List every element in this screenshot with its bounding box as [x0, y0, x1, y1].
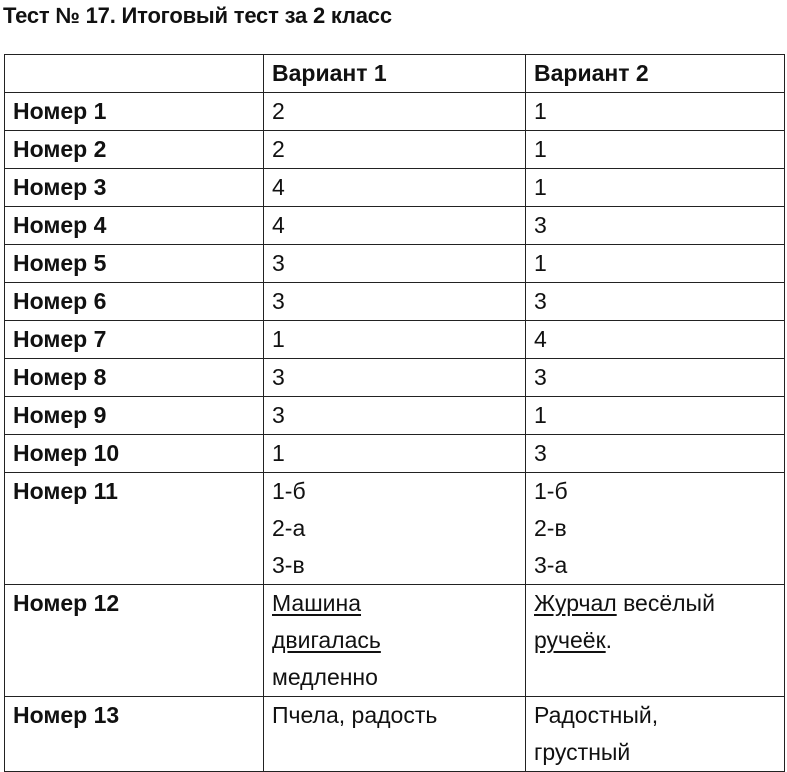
- punctuation: .: [605, 627, 613, 653]
- variant-2-answer: 3: [526, 207, 785, 245]
- variant-1-answer: 3: [264, 245, 526, 283]
- table-row-13: [5, 697, 785, 772]
- row-label: Номер 5: [5, 245, 264, 283]
- answers-table: [4, 54, 785, 772]
- row-label: Номер 7: [5, 321, 264, 359]
- row-label: Номер 9: [5, 397, 264, 435]
- header-variant-2: Вариант 2: [526, 55, 785, 93]
- variant-2-answer: 3: [526, 435, 785, 473]
- variant-2-answer: 3: [526, 283, 785, 321]
- table-row: [5, 169, 785, 207]
- table-row: [5, 435, 785, 473]
- variant-2-answer: 3: [526, 359, 785, 397]
- variant-1-answer: 4: [264, 207, 526, 245]
- underlined-word: Машина: [272, 590, 362, 616]
- variant-2-answer: 1: [526, 169, 785, 207]
- match-line: 2-в: [534, 515, 567, 541]
- variant-1-answer: [264, 473, 526, 585]
- match-line: 1-б: [534, 478, 568, 504]
- variant-1-answer: 3: [264, 359, 526, 397]
- row-label: Номер 8: [5, 359, 264, 397]
- table-row-11: [5, 473, 785, 585]
- variant-1-answer: Пчела, радость: [264, 697, 526, 772]
- variant-1-answer: 3: [264, 397, 526, 435]
- table-row-12: [5, 585, 785, 697]
- page-title: Тест № 17. Итоговый тест за 2 класс: [3, 3, 392, 28]
- plain-word: весёлый: [616, 590, 715, 616]
- answer-line: Радостный,: [534, 702, 659, 728]
- variant-1-answer: 2: [264, 93, 526, 131]
- variant-1-answer: 1: [264, 321, 526, 359]
- match-line: 2-а: [272, 515, 306, 541]
- row-label: Номер 4: [5, 207, 264, 245]
- variant-1-answer: 1: [264, 435, 526, 473]
- table-header-row: [5, 55, 785, 93]
- variant-1-answer: [264, 585, 526, 697]
- row-label: Номер 6: [5, 283, 264, 321]
- header-empty-cell: [5, 55, 264, 93]
- underlined-word: Журчал: [534, 590, 617, 616]
- table-row: [5, 207, 785, 245]
- variant-2-answer: 4: [526, 321, 785, 359]
- header-variant-1: Вариант 1: [264, 55, 526, 93]
- table-row: [5, 283, 785, 321]
- table-row: [5, 321, 785, 359]
- row-label: Номер 11: [5, 473, 264, 585]
- variant-2-answer: [526, 585, 785, 697]
- variant-2-answer: [526, 473, 785, 585]
- row-label: Номер 13: [5, 697, 264, 772]
- row-label: Номер 2: [5, 131, 264, 169]
- row-label: Номер 1: [5, 93, 264, 131]
- table-row: [5, 131, 785, 169]
- row-label: Номер 3: [5, 169, 264, 207]
- variant-2-answer: 1: [526, 93, 785, 131]
- underlined-word: ручеёк: [534, 627, 606, 653]
- variant-1-answer: 3: [264, 283, 526, 321]
- variant-1-answer: 2: [264, 131, 526, 169]
- variant-2-answer: 1: [526, 397, 785, 435]
- row-label: Номер 10: [5, 435, 264, 473]
- match-line: 3-в: [272, 552, 305, 578]
- variant-2-answer: 1: [526, 245, 785, 283]
- match-line: 1-б: [272, 478, 306, 504]
- row-label: Номер 12: [5, 585, 264, 697]
- table-row: [5, 359, 785, 397]
- table-row: [5, 93, 785, 131]
- table-row: [5, 397, 785, 435]
- plain-word: медленно: [272, 664, 378, 690]
- match-line: 3-а: [534, 552, 568, 578]
- answer-line: грустный: [534, 739, 631, 765]
- variant-1-answer: 4: [264, 169, 526, 207]
- underlined-word: двигалась: [272, 627, 381, 653]
- variant-2-answer: 1: [526, 131, 785, 169]
- variant-2-answer: [526, 697, 785, 772]
- table-row: [5, 245, 785, 283]
